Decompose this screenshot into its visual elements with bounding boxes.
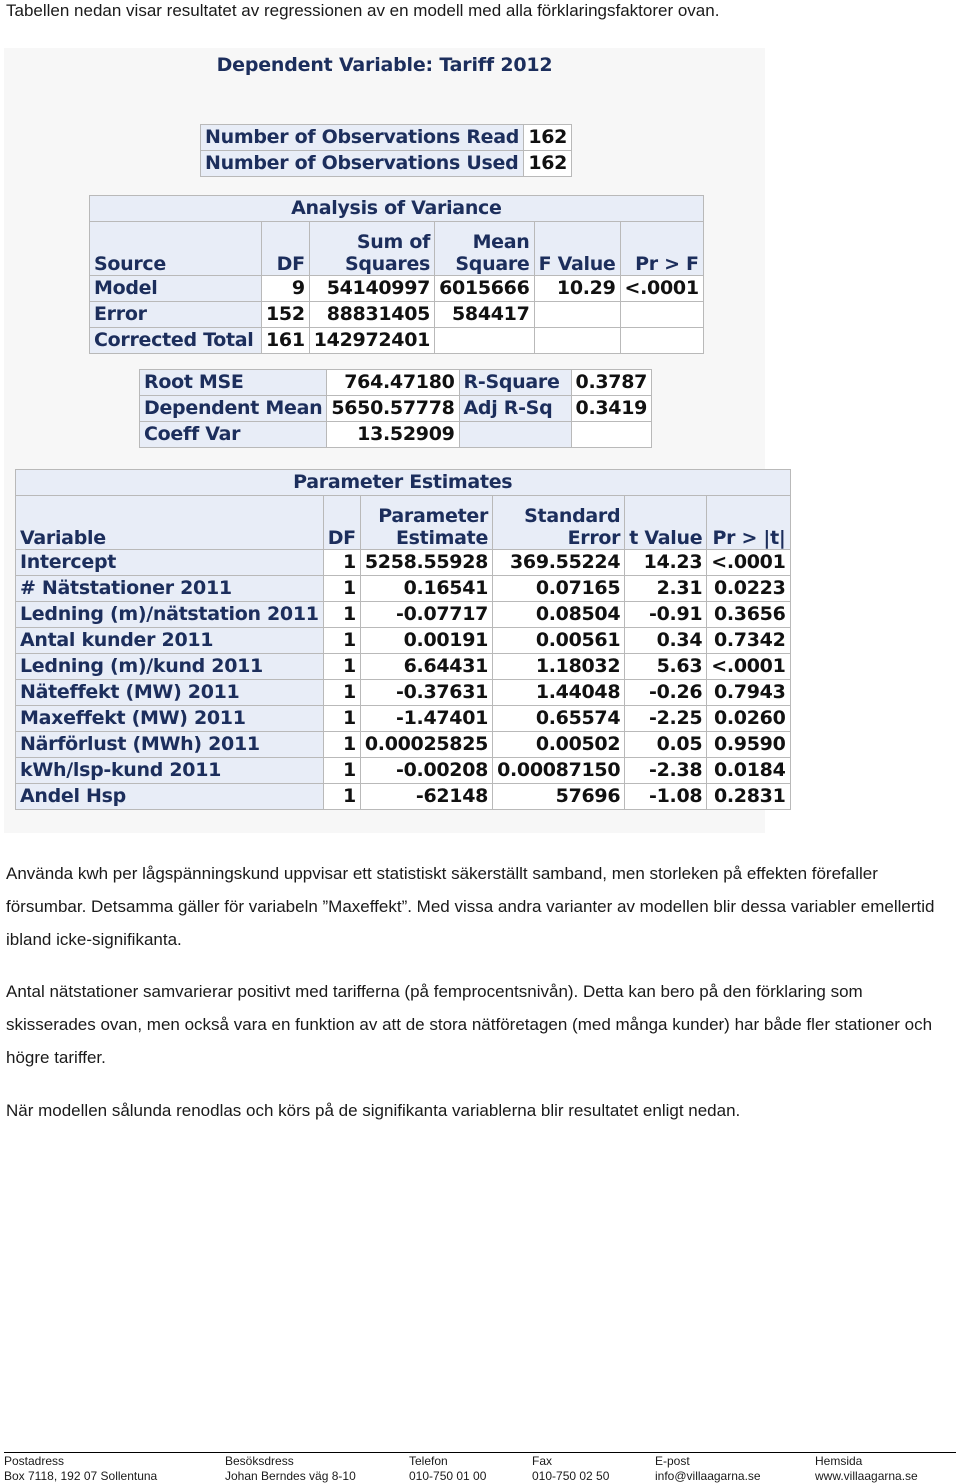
obs-used-value: 162 xyxy=(524,151,572,177)
fit-label: Dependent Mean xyxy=(140,396,327,422)
param-variable: # Nätstationer 2011 xyxy=(16,576,324,602)
table-row xyxy=(16,758,791,784)
param-se: 0.65574 xyxy=(493,706,625,732)
param-se: 0.00087150 xyxy=(493,758,625,784)
obs-read-value: 162 xyxy=(524,125,572,151)
fit-label: Coeff Var xyxy=(140,422,327,448)
param-se: 0.08504 xyxy=(493,602,625,628)
param-t: -2.25 xyxy=(625,706,707,732)
table-row xyxy=(16,784,791,810)
col-df: DF xyxy=(262,222,310,276)
table-header-row xyxy=(90,222,704,276)
fit-statistics-table xyxy=(139,369,652,448)
anova-df: 9 xyxy=(262,276,310,302)
param-variable: Ledning (m)/nätstation 2011 xyxy=(16,602,324,628)
param-est: -0.37631 xyxy=(360,680,492,706)
param-df: 1 xyxy=(323,550,360,576)
anova-ss: 142972401 xyxy=(309,328,434,354)
param-variable: Intercept xyxy=(16,550,324,576)
fit-value: 5650.57778 xyxy=(327,396,459,422)
param-p: 0.0184 xyxy=(707,758,790,784)
col-sum-squares: Sum of Squares xyxy=(309,222,434,276)
table-header-row xyxy=(16,496,791,550)
table-row xyxy=(140,396,652,422)
param-variable: Närförlust (MWh) 2011 xyxy=(16,732,324,758)
table-row xyxy=(16,628,791,654)
col-mean-square: Mean Square xyxy=(435,222,534,276)
anova-p xyxy=(620,328,703,354)
anova-source: Model xyxy=(90,276,262,302)
param-se: 57696 xyxy=(493,784,625,810)
anova-source: Corrected Total xyxy=(90,328,262,354)
param-se: 0.00502 xyxy=(493,732,625,758)
table-row xyxy=(140,422,652,448)
params-caption: Parameter Estimates xyxy=(16,470,791,496)
anova-p: <.0001 xyxy=(620,276,703,302)
intro-text: Tabellen nedan visar resultatet av regressionen av en modell med alla förklaringsfaktorer ovan. xyxy=(6,1,720,20)
sas-output-figure xyxy=(4,48,786,833)
table-row xyxy=(16,732,791,758)
obs-used-label: Number of Observations Used xyxy=(201,151,524,177)
param-p: 0.2831 xyxy=(707,784,790,810)
fit-label: Root MSE xyxy=(140,370,327,396)
table-row xyxy=(16,576,791,602)
footer-telefon: Telefon 010-750 01 00 xyxy=(409,1454,487,1483)
col-t-value: t Value xyxy=(625,496,707,550)
anova-f: 10.29 xyxy=(534,276,620,302)
table-row xyxy=(140,370,652,396)
anova-df: 152 xyxy=(262,302,310,328)
param-df: 1 xyxy=(323,602,360,628)
obs-read-label: Number of Observations Read xyxy=(201,125,524,151)
param-variable: Maxeffekt (MW) 2011 xyxy=(16,706,324,732)
param-est: 0.00025825 xyxy=(360,732,492,758)
col-variable: Variable xyxy=(16,496,324,550)
param-variable: Antal kunder 2011 xyxy=(16,628,324,654)
param-variable: Ledning (m)/kund 2011 xyxy=(16,654,324,680)
anova-ms: 584417 xyxy=(435,302,534,328)
anova-df: 161 xyxy=(262,328,310,354)
footer-divider xyxy=(4,1452,956,1453)
table-row xyxy=(16,550,791,576)
anova-ms xyxy=(435,328,534,354)
param-p: 0.0260 xyxy=(707,706,790,732)
param-df: 1 xyxy=(323,576,360,602)
param-se: 1.18032 xyxy=(493,654,625,680)
parameter-estimates-table xyxy=(15,469,791,810)
anova-f xyxy=(534,302,620,328)
param-se: 1.44048 xyxy=(493,680,625,706)
footer-postadress: Postadress Box 7118, 192 07 Sollentuna xyxy=(4,1454,158,1483)
param-est: 5258.55928 xyxy=(360,550,492,576)
anova-p xyxy=(620,302,703,328)
table-row xyxy=(90,302,704,328)
param-est: 6.64431 xyxy=(360,654,492,680)
param-df: 1 xyxy=(323,680,360,706)
anova-ss: 54140997 xyxy=(309,276,434,302)
param-t: 5.63 xyxy=(625,654,707,680)
col-estimate: Parameter Estimate xyxy=(360,496,492,550)
anova-ss: 88831405 xyxy=(309,302,434,328)
param-df: 1 xyxy=(323,628,360,654)
param-se: 0.00561 xyxy=(493,628,625,654)
observations-table xyxy=(200,124,572,177)
fit-value: 0.3419 xyxy=(571,396,652,422)
anova-ms: 6015666 xyxy=(435,276,534,302)
col-pr-f: Pr > F xyxy=(620,222,703,276)
footer-fax: Fax 010-750 02 50 xyxy=(532,1454,610,1483)
table-row xyxy=(16,654,791,680)
param-t: 2.31 xyxy=(625,576,707,602)
table-row xyxy=(90,196,704,222)
footer-besoksadress: Besöksdress Johan Berndes väg 8-10 xyxy=(225,1454,356,1483)
param-p: 0.7943 xyxy=(707,680,790,706)
col-f-value: F Value xyxy=(534,222,620,276)
fit-value: 13.52909 xyxy=(327,422,459,448)
param-p: <.0001 xyxy=(707,550,790,576)
param-df: 1 xyxy=(323,654,360,680)
param-df: 1 xyxy=(323,706,360,732)
table-row xyxy=(16,680,791,706)
table-row xyxy=(16,470,791,496)
param-est: -0.00208 xyxy=(360,758,492,784)
table-row xyxy=(16,602,791,628)
sas-title: Dependent Variable: Tariff 2012 xyxy=(216,54,553,76)
table-row xyxy=(90,328,704,354)
param-df: 1 xyxy=(323,732,360,758)
table-row xyxy=(90,276,704,302)
footer-epost: E-post info@villaagarna.se xyxy=(655,1454,761,1483)
anova-f xyxy=(534,328,620,354)
param-t: 0.34 xyxy=(625,628,707,654)
param-est: -0.07717 xyxy=(360,602,492,628)
paragraph-2: Antal nätstationer samvarierar positivt med tarifferna (på femprocentsnivån). Detta kan bero på den förklaring som skisserades ovan, men också vara en funktion av att de stora nätföretagen (med många kunder) har både fler stationer och högre tariffer. xyxy=(6,982,933,1067)
fit-label: Adj R-Sq xyxy=(459,396,571,422)
anova-table xyxy=(89,195,704,354)
param-t: -0.91 xyxy=(625,602,707,628)
param-p: 0.0223 xyxy=(707,576,790,602)
paragraph-3: När modellen sålunda renodlas och körs på de signifikanta variablerna blir resultatet enligt nedan. xyxy=(6,1101,741,1120)
param-t: -0.26 xyxy=(625,680,707,706)
param-variable: Näteffekt (MW) 2011 xyxy=(16,680,324,706)
footer-hemsida: Hemsida www.villaagarna.se xyxy=(815,1454,918,1483)
param-se: 0.07165 xyxy=(493,576,625,602)
param-p: 0.7342 xyxy=(707,628,790,654)
param-p: 0.9590 xyxy=(707,732,790,758)
fit-value: 764.47180 xyxy=(327,370,459,396)
param-p: 0.3656 xyxy=(707,602,790,628)
fit-value: 0.3787 xyxy=(571,370,652,396)
table-row xyxy=(201,125,572,151)
fit-label xyxy=(459,422,571,448)
col-std-error: Standard Error xyxy=(493,496,625,550)
param-variable: kWh/lsp-kund 2011 xyxy=(16,758,324,784)
param-t: 14.23 xyxy=(625,550,707,576)
param-variable: Andel Hsp xyxy=(16,784,324,810)
col-df: DF xyxy=(323,496,360,550)
anova-caption: Analysis of Variance xyxy=(90,196,704,222)
param-est: -1.47401 xyxy=(360,706,492,732)
param-est: 0.16541 xyxy=(360,576,492,602)
anova-source: Error xyxy=(90,302,262,328)
table-row xyxy=(201,151,572,177)
param-df: 1 xyxy=(323,758,360,784)
table-row xyxy=(16,706,791,732)
fit-label: R-Square xyxy=(459,370,571,396)
col-source: Source xyxy=(90,222,262,276)
param-est: -62148 xyxy=(360,784,492,810)
param-t: -1.08 xyxy=(625,784,707,810)
param-se: 369.55224 xyxy=(493,550,625,576)
col-pr-t: Pr > |t| xyxy=(707,496,790,550)
param-est: 0.00191 xyxy=(360,628,492,654)
fit-value xyxy=(571,422,652,448)
param-p: <.0001 xyxy=(707,654,790,680)
paragraph-1: Använda kwh per lågspänningskund uppvisar ett statistiskt säkerställt samband, men storleken på effekten förefaller försumbar. Detsamma gäller för variabeln ”Maxeffekt”. Med vissa andra varianter av modellen blir dessa variabler emellertid ibland icke-signifikanta. xyxy=(6,864,935,949)
param-t: -2.38 xyxy=(625,758,707,784)
param-t: 0.05 xyxy=(625,732,707,758)
param-df: 1 xyxy=(323,784,360,810)
